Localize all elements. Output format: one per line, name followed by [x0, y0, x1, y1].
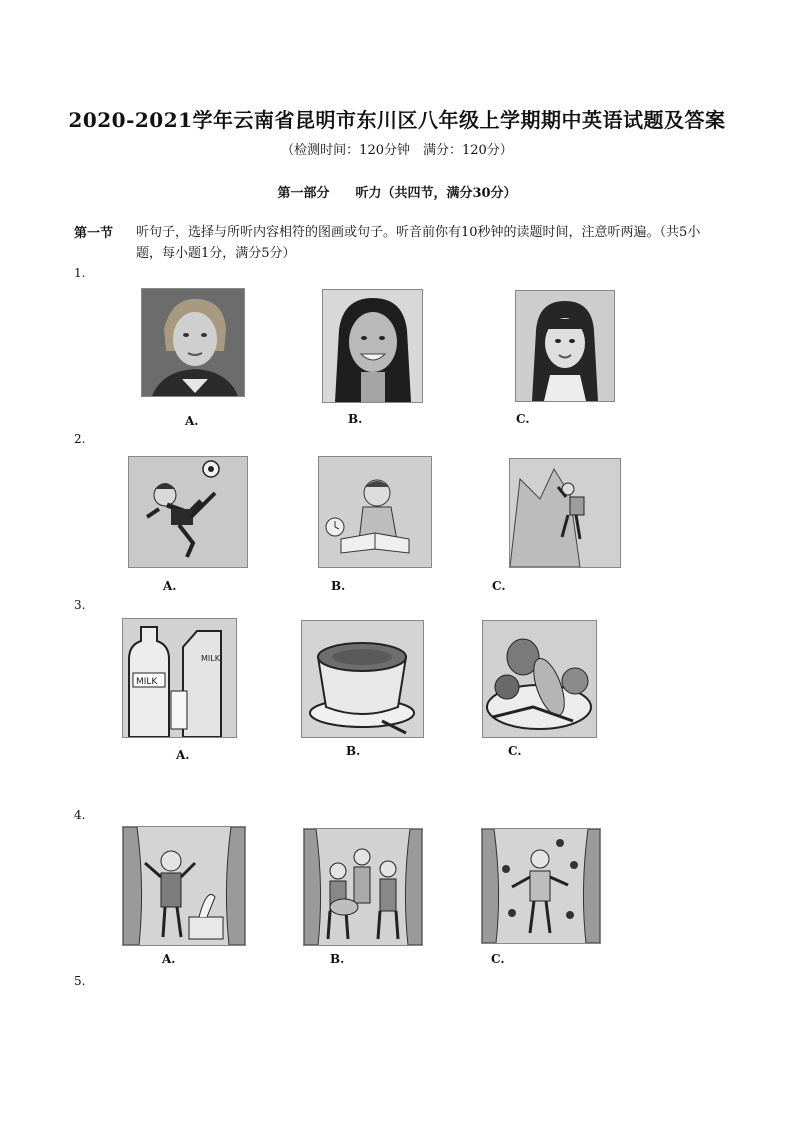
vegetables-plate-icon [482, 620, 597, 738]
option-c-label: C. [491, 952, 505, 966]
milk-bottles-icon [122, 618, 237, 738]
climber-on-rock-icon [509, 458, 621, 568]
option-c-label: C. [516, 412, 530, 426]
option-b-label: B. [346, 744, 361, 758]
part-heading: 第一部分 听力（共四节，满分30分） [277, 186, 517, 201]
svg-text:MILK: MILK [201, 654, 220, 663]
option-a-label: A. [162, 952, 176, 966]
option-c-label: C. [492, 579, 506, 593]
question-number: 5. [74, 974, 86, 988]
question-number: 3. [74, 598, 86, 612]
magician-on-stage-icon [122, 826, 246, 946]
option-a-label: A. [163, 579, 177, 593]
juggler-on-stage-icon [481, 828, 601, 944]
boy-kicking-soccer-ball-icon [128, 456, 248, 568]
girl-long-hair-portrait-icon [515, 290, 615, 402]
question-number: 2. [74, 432, 86, 446]
boy-portrait-icon [141, 288, 245, 397]
section-instruction: 听句子，选择与所听内容相符的图画或句子。听音前你有10秒钟的读题时间，注意听两遍。（共5小题，每小题1分，满分5分） [136, 225, 701, 261]
question-number: 1. [74, 266, 86, 280]
option-b-label: B. [331, 579, 346, 593]
option-a-label: A. [185, 414, 199, 428]
band-playing-instruments-icon [303, 828, 423, 946]
page-title: 2020-2021学年云南省昆明市东川区八年级上学期期中英语试题及答案 [68, 108, 726, 132]
smiling-girl-portrait-icon [322, 289, 423, 403]
section-label: 第一节 [74, 226, 114, 241]
option-b-label: B. [330, 952, 345, 966]
option-b-label: B. [348, 412, 363, 426]
cup-of-soup-icon [301, 620, 424, 738]
option-c-label: C. [508, 744, 522, 758]
option-a-label: A. [176, 748, 190, 762]
boy-reading-with-clock-icon [318, 456, 432, 568]
exam-info: （检测时间：120分钟 满分：120分） [281, 143, 513, 158]
svg-text:MILK: MILK [136, 677, 158, 687]
question-number: 4. [74, 808, 86, 822]
